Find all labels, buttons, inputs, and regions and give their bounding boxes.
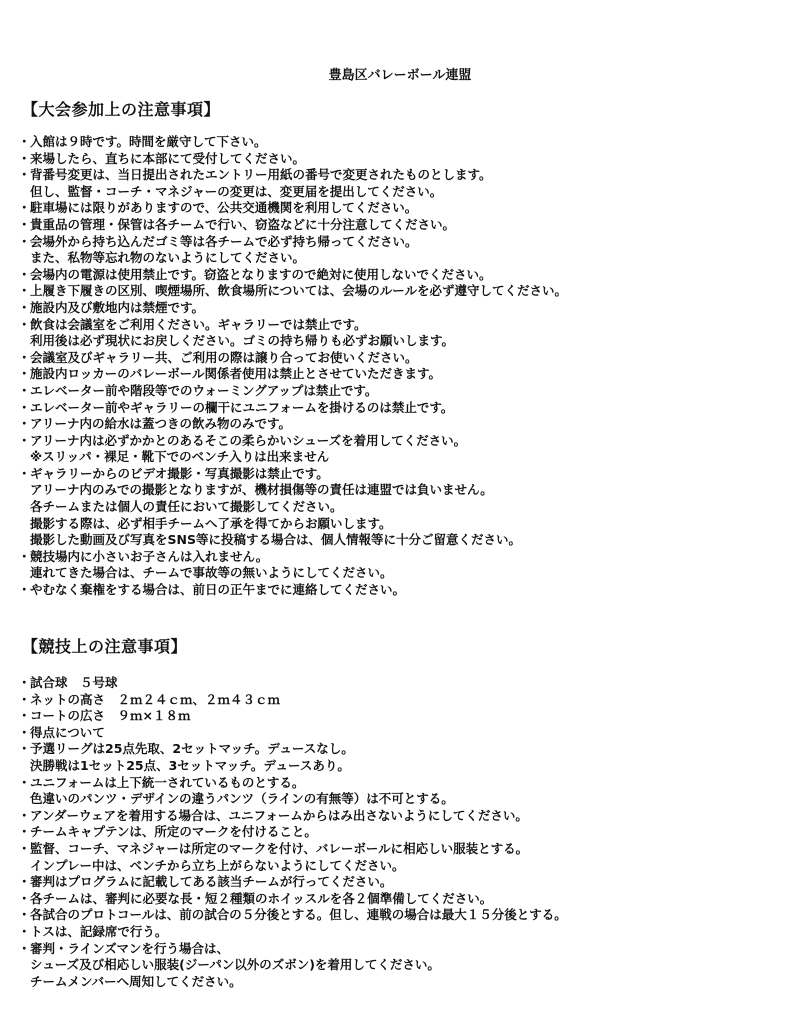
list-item-line: コートの広さ ９ｍ×１８ｍ bbox=[30, 708, 191, 724]
list-item bbox=[18, 433, 778, 466]
list-item-line: ユニフォームは上下統一されているものとする。 bbox=[30, 774, 305, 790]
bullet-mark: ・ bbox=[18, 233, 31, 249]
list-item bbox=[18, 941, 778, 991]
bullet-mark: ・ bbox=[18, 840, 31, 856]
list-item-line: 撮影する際は、必ず相手チームへ了承を得てからお願いします。 bbox=[30, 515, 392, 531]
bullet-mark: ・ bbox=[18, 774, 31, 790]
list-item-line: 予選リーグは25点先取、2セットマッチ。デュースなし。 bbox=[30, 741, 354, 757]
list-item-line: 競技場内に小さいお子さんは入れません。 bbox=[30, 548, 269, 564]
list-item bbox=[18, 134, 778, 151]
list-item-line: ネットの高さ ２ｍ２４ｃｍ、２ｍ４３ｃｍ bbox=[30, 691, 281, 707]
list-item bbox=[18, 234, 778, 267]
list-item bbox=[18, 167, 778, 200]
list-item bbox=[18, 466, 778, 549]
list-item bbox=[18, 383, 778, 400]
list-item-line: チームメンバーへ周知してください。 bbox=[30, 973, 242, 989]
list-item bbox=[18, 708, 778, 725]
list-item bbox=[18, 891, 778, 908]
list-item-line: 撮影した動画及び写真をSNS等に投稿する場合は、個人情報等に十分ご留意ください。 bbox=[30, 532, 521, 548]
list-item-line: 貴重品の管理・保管は各チームで行い、窃盗などに十分注意してください。 bbox=[30, 216, 456, 232]
bullet-mark: ・ bbox=[18, 216, 31, 232]
section-heading-tournament-notes: 【大会参加上の注意事項】 bbox=[22, 100, 221, 119]
bullet-mark: ・ bbox=[18, 316, 31, 332]
bullet-mark: ・ bbox=[18, 283, 31, 299]
list-item-line: アンダーウェアを着用する場合は、ユニフォームからはみ出さないようにしてください。 bbox=[30, 807, 528, 823]
list-item-line: 駐車場には限りがありますので、公共交通機関を利用してください。 bbox=[30, 200, 418, 216]
list-item-line: やむなく棄権をする場合は、前日の正午までに連絡してください。 bbox=[30, 582, 406, 598]
list-item bbox=[18, 692, 778, 709]
list-item-line: エレベーター前やギャラリーの欄干にユニフォームを掛けるのは禁止です。 bbox=[30, 399, 454, 415]
list-item-line: 利用後は必ず現状にお戻しください。ゴミの持ち帰りも必ずお願いします。 bbox=[30, 333, 455, 349]
bullet-mark: ・ bbox=[18, 675, 31, 690]
list-item bbox=[18, 824, 778, 841]
bullet-mark: ・ bbox=[18, 416, 31, 432]
bullet-mark: ・ bbox=[18, 890, 31, 906]
bullet-mark: ・ bbox=[18, 824, 31, 840]
list-item-line: チームキャプテンは、所定のマークを付けること。 bbox=[30, 824, 317, 840]
list-item-line: 来場したら、直ちに本部にて受付してください。 bbox=[30, 150, 306, 166]
list-item bbox=[18, 907, 778, 924]
bullet-mark: ・ bbox=[18, 741, 31, 757]
list-item bbox=[18, 151, 778, 168]
list-item bbox=[18, 924, 778, 941]
list-item-line: 施設内及び敷地内は禁煙です。 bbox=[30, 299, 205, 315]
list-item bbox=[18, 416, 778, 433]
list-item-line: 色違いのパンツ・デザインの違うパンツ（ラインの有無等）は不可とする。 bbox=[30, 791, 454, 807]
list-item-line: インプレー中は、ベンチから立ち上がらないようにしてください。 bbox=[30, 857, 405, 873]
list-item-line: 決勝戦は1セット25点、3セットマッチ。デュースあり。 bbox=[30, 757, 350, 773]
list-item-line: アリーナ内のみでの撮影となりますが、機材損傷等の責任は連盟では負いません。 bbox=[30, 482, 493, 498]
list-item-line: 会議室及びギャラリー共、ご利用の際は譲り合ってお使いください。 bbox=[30, 349, 418, 365]
list-item bbox=[18, 366, 778, 383]
list-item-line: 得点について bbox=[30, 724, 105, 740]
list-item-line: エレベーター前や階段等でのウォーミングアップは禁止です。 bbox=[30, 382, 378, 398]
bullet-mark: ・ bbox=[18, 548, 31, 564]
bullet-mark: ・ bbox=[18, 150, 31, 166]
bullet-mark: ・ bbox=[18, 200, 31, 216]
list-item bbox=[18, 217, 778, 234]
list-item-line: アリーナ内の給水は蓋つきの飲み物のみです。 bbox=[30, 416, 292, 432]
bullet-mark: ・ bbox=[18, 134, 31, 149]
bullet-mark: ・ bbox=[18, 167, 31, 183]
bullet-mark: ・ bbox=[18, 465, 31, 481]
bullet-mark: ・ bbox=[18, 708, 31, 724]
section-heading-competition-notes: 【競技上の注意事項】 bbox=[22, 637, 188, 656]
list-item bbox=[18, 549, 778, 582]
list-item bbox=[18, 775, 778, 808]
organization-title: 豊島区バレーボール連盟 bbox=[328, 68, 472, 83]
list-item-line: アリーナ内は必ずかかとのあるそこの柔らかいシューズを着用してください。 bbox=[30, 432, 467, 448]
list-item-line: トスは、記録席で行う。 bbox=[30, 923, 168, 939]
list-item-line: 上履き下履きの区別、喫煙場所、飲食場所については、会場のルールを必ず遵守してください。 bbox=[30, 283, 568, 299]
list-item bbox=[18, 350, 778, 367]
list-item bbox=[18, 267, 778, 284]
list-item-line: 施設内ロッカーのバレーボール関係者使用は禁止とさせていただきます。 bbox=[30, 366, 442, 382]
bullet-mark: ・ bbox=[18, 724, 31, 740]
list-item-line: 背番号変更は、当日提出されたエントリー用紙の番号で変更されたものとします。 bbox=[30, 167, 492, 183]
list-item bbox=[18, 741, 778, 774]
list-item-line: 連れてきた場合は、チームで事故等の無いようにしてください。 bbox=[30, 565, 393, 581]
list-item-line: ※スリッパ・裸足・靴下でのベンチ入りは出来ません bbox=[30, 449, 330, 465]
bullet-mark: ・ bbox=[18, 923, 31, 939]
list-item bbox=[18, 283, 778, 300]
list-item-line: 各チームまたは個人の責任において撮影してください。 bbox=[30, 499, 343, 515]
list-item-line: 各チームは、審判に必要な長・短２種類のホイッスルを各２個準備してください。 bbox=[30, 890, 493, 906]
list-item-line: 飲食は会議室をご利用ください。ギャラリーでは禁止です。 bbox=[30, 316, 367, 332]
list-item-line: 審判はプログラムに記載してある該当チームが行ってください。 bbox=[30, 874, 393, 890]
bullet-mark: ・ bbox=[18, 582, 31, 598]
bullet-mark: ・ bbox=[18, 432, 31, 448]
list-item bbox=[18, 841, 778, 874]
list-item-line: 審判・ラインズマンを行う場合は、 bbox=[30, 940, 230, 956]
list-item-line: ギャラリーからのビデオ撮影・写真撮影は禁止です。 bbox=[30, 465, 329, 481]
list-item-line: 但し、監督・コーチ・マネジャーの変更は、変更届を提出してください。 bbox=[30, 183, 443, 199]
list-item bbox=[18, 725, 778, 742]
list-item bbox=[18, 675, 778, 692]
bullet-mark: ・ bbox=[18, 399, 31, 415]
list-item bbox=[18, 300, 778, 317]
competition-notes-list bbox=[18, 675, 778, 990]
list-item bbox=[18, 200, 778, 217]
bullet-mark: ・ bbox=[18, 940, 31, 956]
list-item-line: 試合球 ５号球 bbox=[30, 675, 118, 690]
bullet-mark: ・ bbox=[18, 382, 31, 398]
list-item-line: 各試合のプロトコールは、前の試合の５分後とする。但し、連戦の場合は最大１５分後とする。 bbox=[30, 907, 567, 923]
list-item bbox=[18, 582, 778, 599]
list-item-line: 入館は９時です。時間を厳守して下さい。 bbox=[30, 134, 267, 149]
bullet-mark: ・ bbox=[18, 874, 31, 890]
list-item bbox=[18, 400, 778, 417]
bullet-mark: ・ bbox=[18, 266, 31, 282]
bullet-mark: ・ bbox=[18, 907, 31, 923]
bullet-mark: ・ bbox=[18, 807, 31, 823]
list-item-line: 会場外から持ち込んだゴミ等は各チームで必ず持ち帰ってください。 bbox=[30, 233, 418, 249]
list-item bbox=[18, 808, 778, 825]
list-item bbox=[18, 874, 778, 891]
bullet-mark: ・ bbox=[18, 349, 31, 365]
bullet-mark: ・ bbox=[18, 691, 31, 707]
list-item-line: シューズ及び相応しい服装(ジーパン以外のズボン)を着用してください。 bbox=[30, 957, 440, 973]
list-item-line: また、私物等忘れ物のないようにしてください。 bbox=[30, 250, 306, 266]
bullet-mark: ・ bbox=[18, 366, 31, 382]
list-item bbox=[18, 317, 778, 350]
list-item-line: 会場内の電源は使用禁止です。窃盗となりますので絶対に使用しないでください。 bbox=[30, 266, 492, 282]
list-item-line: 監督、コーチ、マネジャーは所定のマークを付け、バレーボールに相応しい服装とする。 bbox=[30, 840, 529, 856]
tournament-notes-list bbox=[18, 134, 778, 599]
bullet-mark: ・ bbox=[18, 299, 31, 315]
